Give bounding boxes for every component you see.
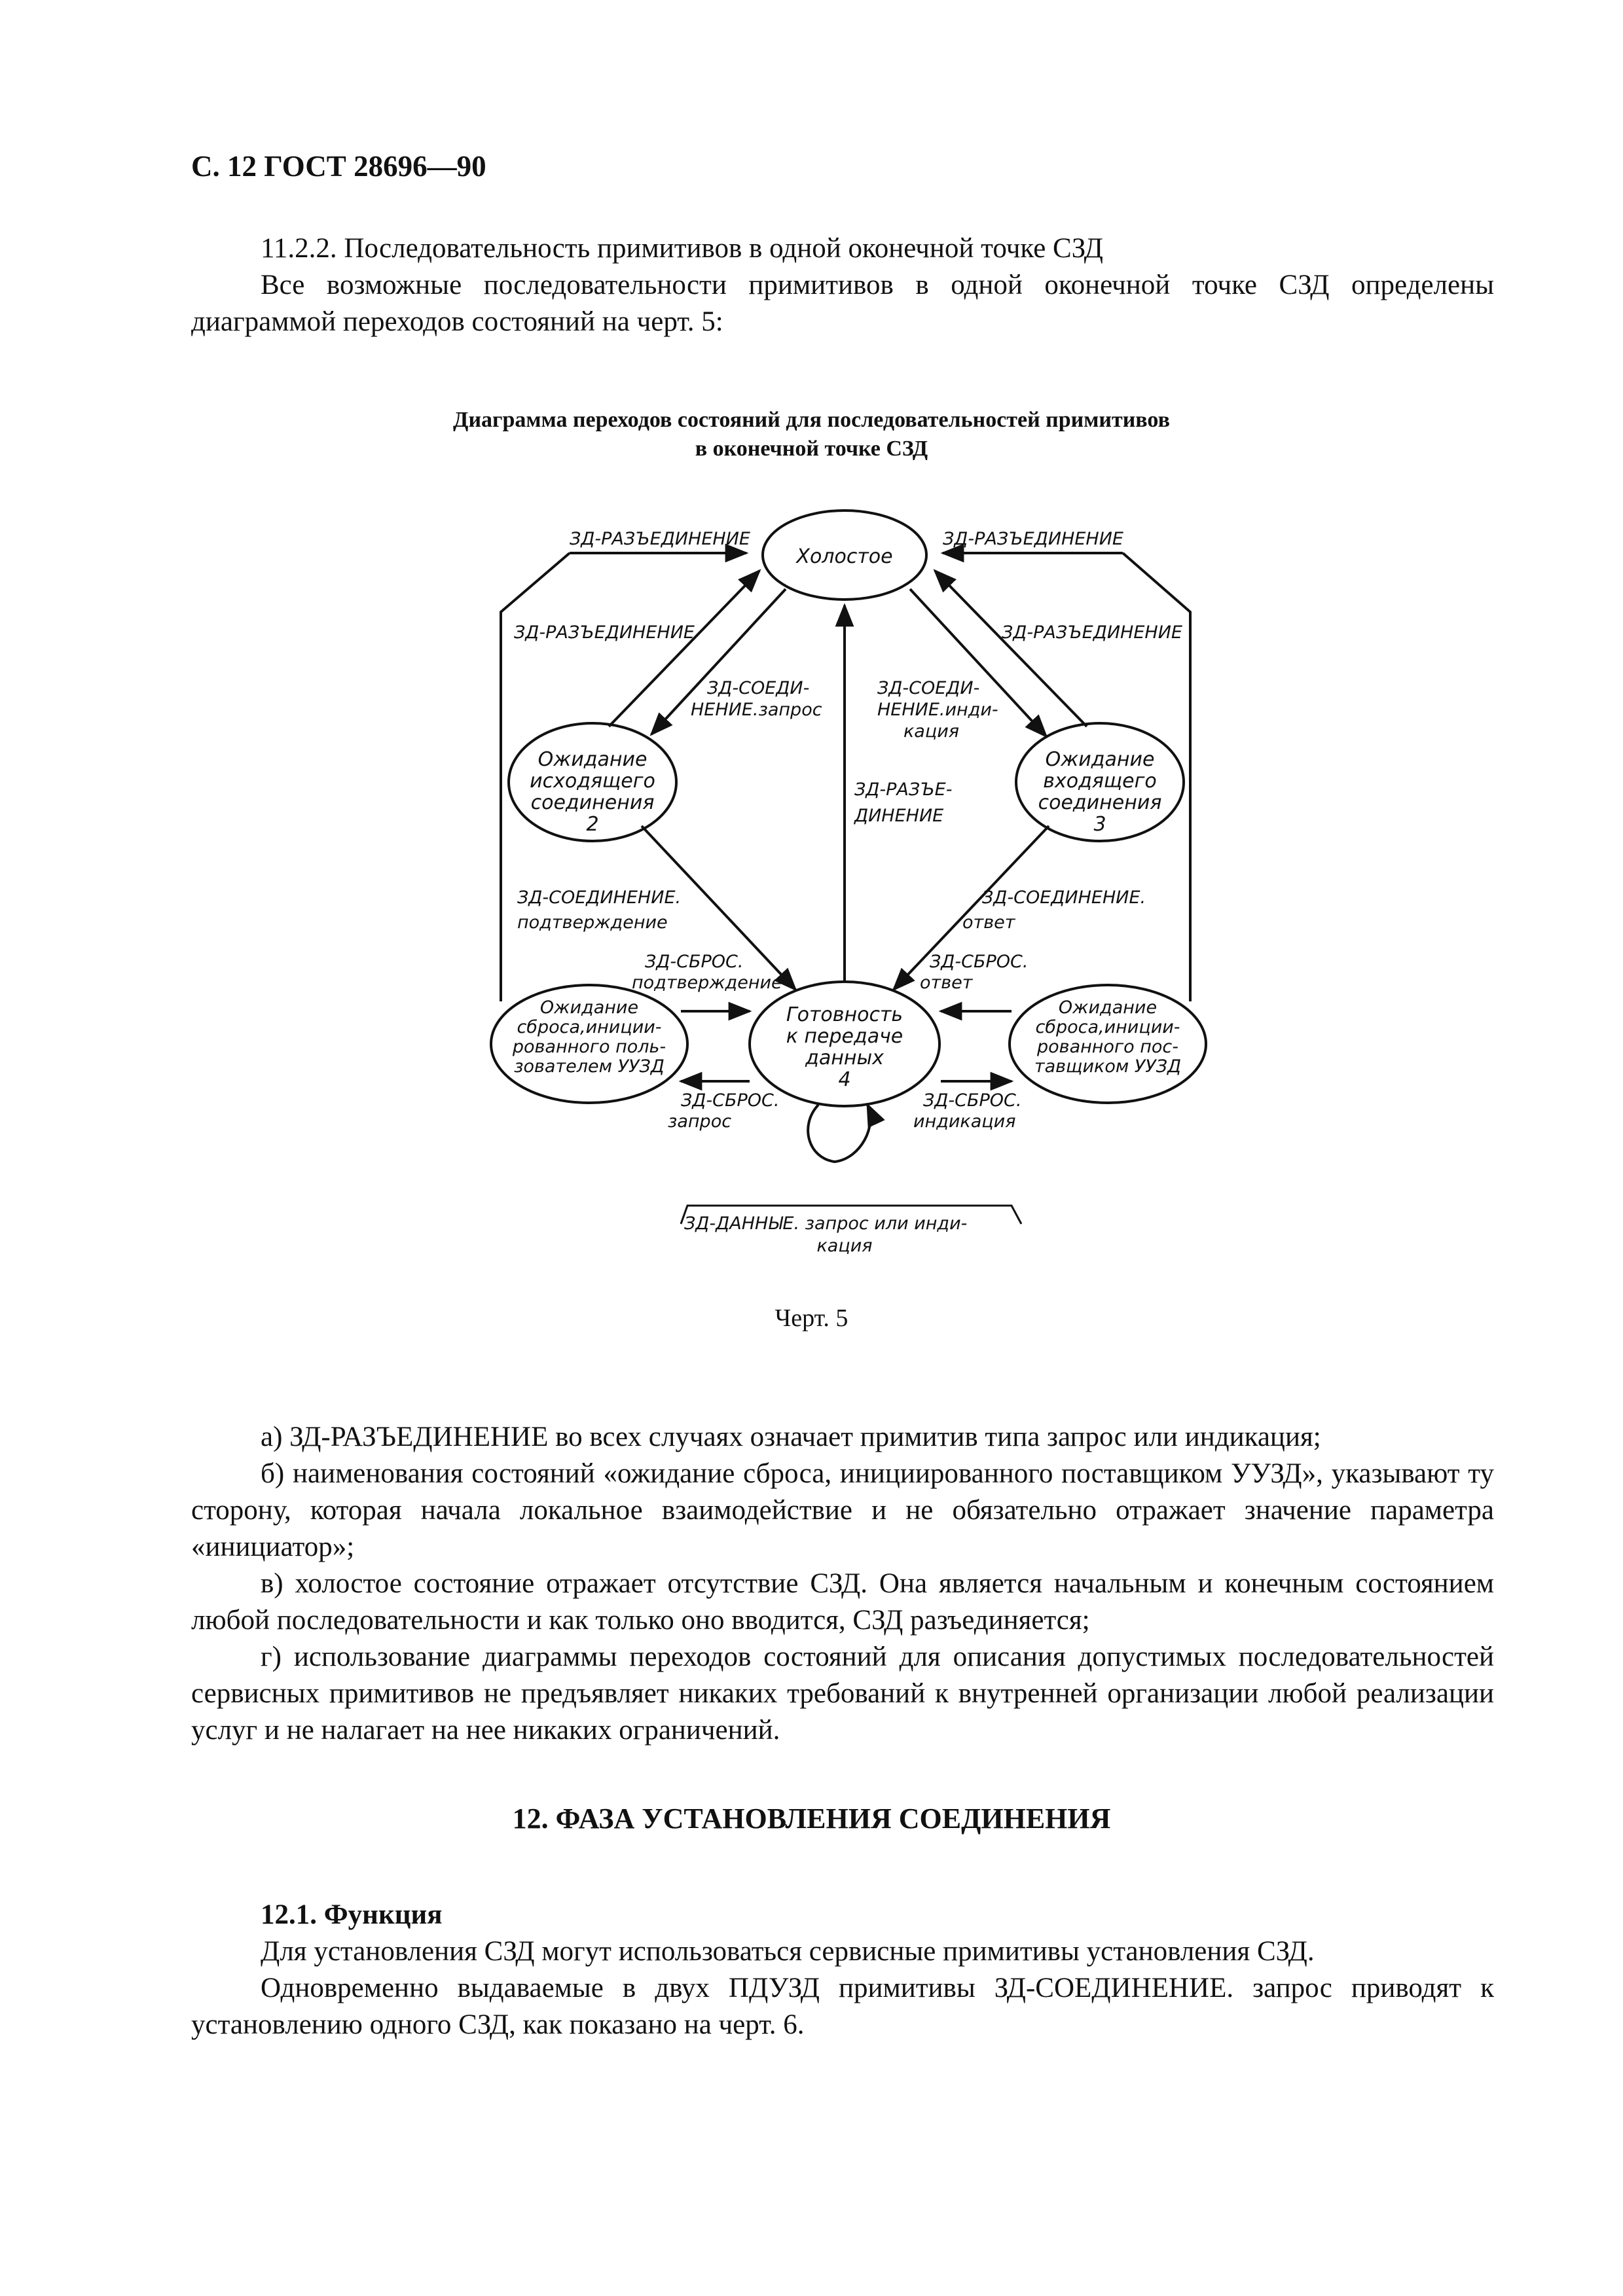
diagram-label: исходящего (530, 770, 655, 793)
diagram-label: ответ (920, 973, 973, 993)
diagram-label: подтверждение (632, 973, 782, 993)
diagram-label: ЗД-СБРОС. (645, 952, 744, 972)
note-b: б) наименования состояний «ожидание сброса, инициированного поставщиком УУЗД», указывают ту сторону, которая начала локальное взаимодействие и не обязательно отражает значение параметра «инициатор»; (191, 1458, 1494, 1562)
diagram-label: 3 (1093, 813, 1106, 836)
diagram-label: Ожидание (538, 748, 647, 771)
figure-title-line2: в оконечной точке СЗД (695, 437, 928, 461)
diagram-label: НЕНИЕ.запрос (691, 700, 822, 720)
diagram-label: ЗД-СОЕДИ- (707, 678, 810, 698)
arrow-data-self-loop (808, 1105, 870, 1162)
diagram-label: соединения (530, 791, 655, 814)
page-header: С. 12 ГОСТ 28696—90 (191, 150, 486, 183)
note-d: г) использование диаграммы переходов состояний для описания допустимых последовательностей сервисных примитивов не предъявляет никаких требований к внутренней организации любой реализации услуг и не налагает на нее никаких ограничений. (191, 1641, 1494, 1746)
label-disc-top-right: ЗД-РАЗЪЕДИНЕНИЕ (943, 529, 1123, 549)
diagram-label: ЗД-СОЕДИ- (877, 678, 980, 698)
figure-caption: Черт. 5 (775, 1304, 848, 1332)
diagram-label: ДИНЕНИЕ (854, 806, 944, 826)
label-disc-mid-right: ЗД-РАЗЪЕДИНЕНИЕ (1002, 622, 1182, 643)
diagram-label: кация (816, 1236, 873, 1256)
label-disc-top-left: ЗД-РАЗЪЕДИНЕНИЕ (570, 529, 750, 549)
diagram-label: кация (903, 721, 960, 742)
diagram-label: тавщиком УУЗД (1034, 1056, 1182, 1077)
diagram-label: ЗД-СОЕДИНЕНИЕ. (517, 888, 682, 908)
diagram-label: 4 (838, 1068, 851, 1091)
diagram-label: данных (805, 1047, 884, 1069)
section-paragraph-1: Для установления СЗД могут использоваться сервисные примитивы установления СЗД. (261, 1936, 1315, 1967)
section-title: 12. ФАЗА УСТАНОВЛЕНИЯ СОЕДИНЕНИЯ (512, 1803, 1111, 1835)
diagram-label: индикация (913, 1111, 1016, 1132)
diagram-label: ответ (962, 912, 1015, 933)
diagram-label: ЗД-РАЗЪЕ- (854, 780, 953, 800)
diagram-label: ЗД-ДАННЫЕ. запрос или инди- (684, 1213, 968, 1234)
diagram-label: к передаче (786, 1025, 903, 1048)
diagram-label: НЕНИЕ.инди- (877, 700, 998, 720)
diagram-label: ЗД-СБРОС. (681, 1090, 780, 1111)
subsection-heading: 11.2.2. Последовательность примитивов в одной оконечной точке СЗД (261, 233, 1103, 264)
diagram-label: ЗД-СБРОС. (930, 952, 1029, 972)
diagram-label: рованного пос- (1037, 1037, 1178, 1057)
diagram-label: Ожидание (1045, 748, 1155, 771)
label-disc-mid-left: ЗД-РАЗЪЕДИНЕНИЕ (514, 622, 695, 643)
intro-paragraph: Все возможные последовательности примитивов в одной оконечной точке СЗД определены диаграммой переходов состояний на черт. 5: (191, 270, 1494, 337)
diagram-label: Готовность (786, 1003, 903, 1026)
note-a: а) ЗД-РАЗЪЕДИНЕНИЕ во всех случаях означает примитив типа запрос или индикация; (261, 1422, 1321, 1452)
section-paragraph-2: Одновременно выдаваемые в двух ПДУЗД примитивы ЗД-СОЕДИНЕНИЕ. запрос приводят к установлению одного СЗД, как показано на черт. 6. (191, 1973, 1494, 2040)
diagram-label: зователем УУЗД (514, 1056, 665, 1077)
figure-title-line1: Диаграмма переходов состояний для последовательностей примитивов (453, 408, 1170, 432)
diagram-label: Ожидание (539, 997, 639, 1018)
diagram-label: сброса,иниции- (1035, 1017, 1180, 1037)
state-idle-label: Холостое (796, 545, 893, 568)
diagram-label: Ожидание (1058, 997, 1158, 1018)
note-c: в) холостое состояние отражает отсутствие СЗД. Она является начальным и конечным состоянием любой последовательности и как только оно вводится, СЗД разъединяется; (191, 1568, 1494, 1636)
diagram-label: сброса,иниции- (517, 1017, 662, 1037)
diagram-label: входящего (1043, 770, 1157, 793)
subsection-title: 12.1. Функция (261, 1899, 443, 1930)
diagram-label: подтверждение (517, 912, 668, 933)
diagram-label: ЗД-СОЕДИНЕНИЕ. (982, 888, 1146, 908)
diagram-label: 2 (586, 813, 599, 836)
diagram-label: соединения (1038, 791, 1162, 814)
diagram-label: рованного поль- (512, 1037, 666, 1057)
diagram-label: ЗД-СБРОС. (923, 1090, 1022, 1111)
diagram-label: запрос (668, 1111, 732, 1132)
